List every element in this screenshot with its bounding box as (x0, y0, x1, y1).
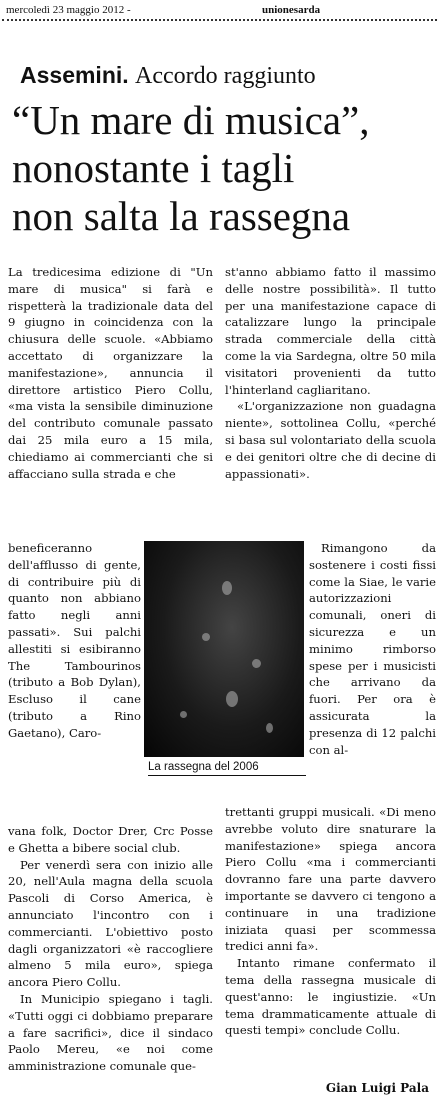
newspaper-name: unionesarda (262, 4, 321, 16)
paragraph: trettanti gruppi musicali. «Di meno avrebbe voluto dire snaturare la manifestazione» spiega ancora Piero Collu «ma i commercianti dovranno fare una parte davvero importante se davvero ci tengono a continuare in una tradizione iniziata quasi per scommessa tredici anni fa». (225, 805, 436, 954)
byline: Gian Luigi Pala (325, 1081, 429, 1095)
kicker-place: Assemini. (20, 62, 129, 88)
headline-line: nonostante i tagli (12, 145, 295, 191)
headline-line: non salta la rassegna (12, 193, 351, 239)
paragraph: Per venerdì sera con inizio alle 20, nell'Aula magna della scuola Pascoli di Corso America, è annunciato l'incontro con i commercianti. L'obiettivo posto dagli organizzatori «è raccogliere almeno 5 mila euro», spiega ancora Piero Collu. (8, 857, 213, 990)
article-column-1-bottom (8, 823, 213, 1075)
paragraph: vana folk, Doctor Drer, Crc Posse e Ghetta a bibere social club. (8, 824, 213, 855)
article-column-1-wrap (8, 540, 141, 742)
photo-caption: La rassegna del 2006 (148, 761, 306, 776)
paragraph: La tredicesima edizione di "Un mare di musica" si farà e rispetterà la tradizionale data del 9 giugno in coincidenza con la chiusura delle scuole. «Abbiamo accettato di organizzare la manifestazione», annuncia il direttore artistico Piero Collu, «ma vista la sensibile diminuzione del contributo comunale passato dai 25 mila euro a 15 mila, chiediamo ai commercianti che si affacciano sulla strada e che (8, 265, 213, 481)
article-column-1-top (8, 264, 213, 482)
article-column-2-wrap (309, 540, 436, 758)
paragraph: In Municipio spiegano i tagli. «Tutti oggi ci dobbiamo preparare a fare sacrifici», dice il sindaco Paolo Mereu, «e noi come amministrazione comunale que- (8, 991, 213, 1074)
article-column-2-bottom (225, 804, 436, 1039)
headline (12, 96, 432, 240)
masthead-rule (2, 19, 437, 21)
concert-photo (144, 541, 304, 757)
paragraph: beneficeranno dell'afflusso di gente, di contribuire più di quanto non abbiano fatto negli anni passati». Sui palchi allestiti si esibiranno The Tambourinos (tributo a Bob Dylan), Escluso il cane (tributo a Rino Gaetano), Caro- (8, 541, 141, 740)
paragraph: «L'organizzazione non guadagna niente», sottolinea Collu, «perché si basa sul volontariato della scuola e dei genitori oltre che di decine di appassionati». (225, 399, 436, 481)
paragraph: Intanto rimane confermato il tema della rassegna musicale di quest'anno: le ingiustizie. «Un tema drammaticamente attuale di questi tempi» conclude Collu. (225, 956, 436, 1038)
paragraph: st'anno abbiamo fatto il massimo delle nostre possibilità». Il tutto per una manifestazione capace di catalizzare lungo la principale strada commerciale della città come la via Sardegna, oltre 50 mila visitatori provenienti da tutto l'hinterland cagliaritano. (225, 265, 436, 397)
issue-date: mercoledì 23 maggio 2012 - (6, 4, 131, 16)
paragraph: Rimangono da sostenere i costi fissi come la Siae, le varie autorizzazioni comunali, oneri di sicurezza e un minimo rimborso spese per i musicisti che arrivano da fuori. Per ora è assicurata la presenza di 12 palchi con al- (309, 541, 436, 757)
article-column-2-top (225, 264, 436, 482)
kicker-text: Accordo raggiunto (135, 63, 316, 89)
headline-line: “Un mare di musica”, (12, 97, 370, 143)
kicker (20, 62, 316, 90)
